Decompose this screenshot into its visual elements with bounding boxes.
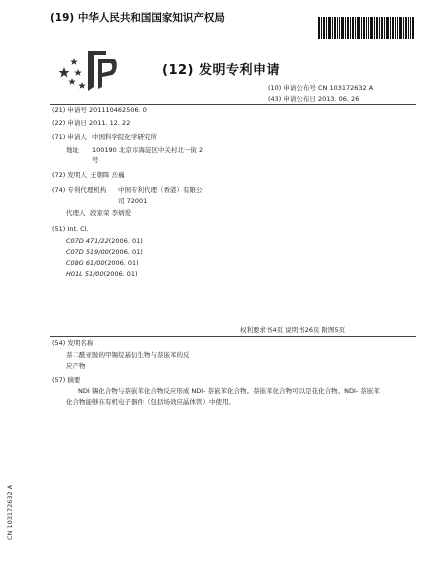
int-cl-label: (51) Int. Cl. bbox=[52, 225, 89, 233]
document-type-heading: (12) 发明专利申请 bbox=[162, 63, 280, 78]
application-number: (21) 申请号 201110462506. 0 bbox=[52, 106, 147, 114]
section-divider bbox=[50, 336, 416, 337]
invention-title-line-1: 萘二酰亚胺的甲锡烷基衍生物与萘嵌苯的反 bbox=[66, 351, 190, 359]
ipc-code: C07D 471/22 bbox=[66, 237, 109, 245]
invention-title-line-2: 应产物 bbox=[66, 362, 86, 370]
abstract-text: NDI 锡化合物与萘嵌苯化合物反应形成 NDI- 萘嵌苯化合物。萘嵌苯化合物可以是花化合物。NDI- 萘嵌苯化合物能够在有机电子器件（包括场效应晶体管）中使用。 bbox=[66, 387, 380, 406]
publication-number: (10) 申请公布号 CN 103172632 A bbox=[268, 84, 374, 92]
ipc-version: (2006. 01) bbox=[108, 248, 143, 256]
barcode bbox=[318, 17, 414, 39]
agency-name-line-1: 中国专利代理（香港）有限公 bbox=[118, 186, 203, 194]
inventors-label: (72) 发明人 bbox=[52, 171, 87, 179]
application-date: (22) 申请日 2011. 12. 22 bbox=[52, 119, 131, 127]
ipc-code: C08G 61/00 bbox=[66, 259, 105, 267]
publication-date: (43) 申请公布日 2013. 06. 26 bbox=[268, 95, 360, 103]
agency-label: (74) 专利代理机构 bbox=[52, 186, 107, 194]
ipc-code: C07D 519/00 bbox=[66, 248, 109, 256]
side-publication-number: CN 103172632 A bbox=[6, 484, 14, 540]
ipc-code: H01L 51/00 bbox=[66, 270, 104, 278]
ipc-entry bbox=[66, 248, 143, 256]
agents-names: 段家荣 李炳爱 bbox=[90, 209, 132, 217]
address-line-1: 100190 北京市海淀区中关村北一街 2 bbox=[92, 146, 204, 154]
address-line-2: 号 bbox=[92, 156, 99, 164]
abstract-label: (57) 摘要 bbox=[52, 376, 81, 384]
address-label: 地址 bbox=[66, 146, 79, 154]
applicant-label: (71) 申请人 bbox=[52, 133, 87, 141]
ipc-version: (2006. 01) bbox=[108, 237, 143, 245]
invention-title-label: (54) 发明名称 bbox=[52, 339, 94, 347]
cnipa-emblem-logo bbox=[54, 47, 120, 93]
ipc-version: (2006. 01) bbox=[103, 270, 138, 278]
inventors-names: 王朝晖 岳巍 bbox=[90, 171, 125, 179]
applicant-name: 中国科学院化学研究所 bbox=[92, 133, 157, 141]
ipc-version: (2006. 01) bbox=[104, 259, 139, 267]
agents-label: 代理人 bbox=[66, 209, 86, 217]
agency-name-line-2: 司 72001 bbox=[118, 197, 148, 205]
ipc-entry bbox=[66, 259, 139, 267]
office-title: (19) 中华人民共和国国家知识产权局 bbox=[50, 12, 225, 24]
ipc-entry bbox=[66, 237, 143, 245]
page-count-info: 权利要求书4页 说明书26页 附图5页 bbox=[240, 326, 346, 334]
ipc-entry bbox=[66, 270, 138, 278]
